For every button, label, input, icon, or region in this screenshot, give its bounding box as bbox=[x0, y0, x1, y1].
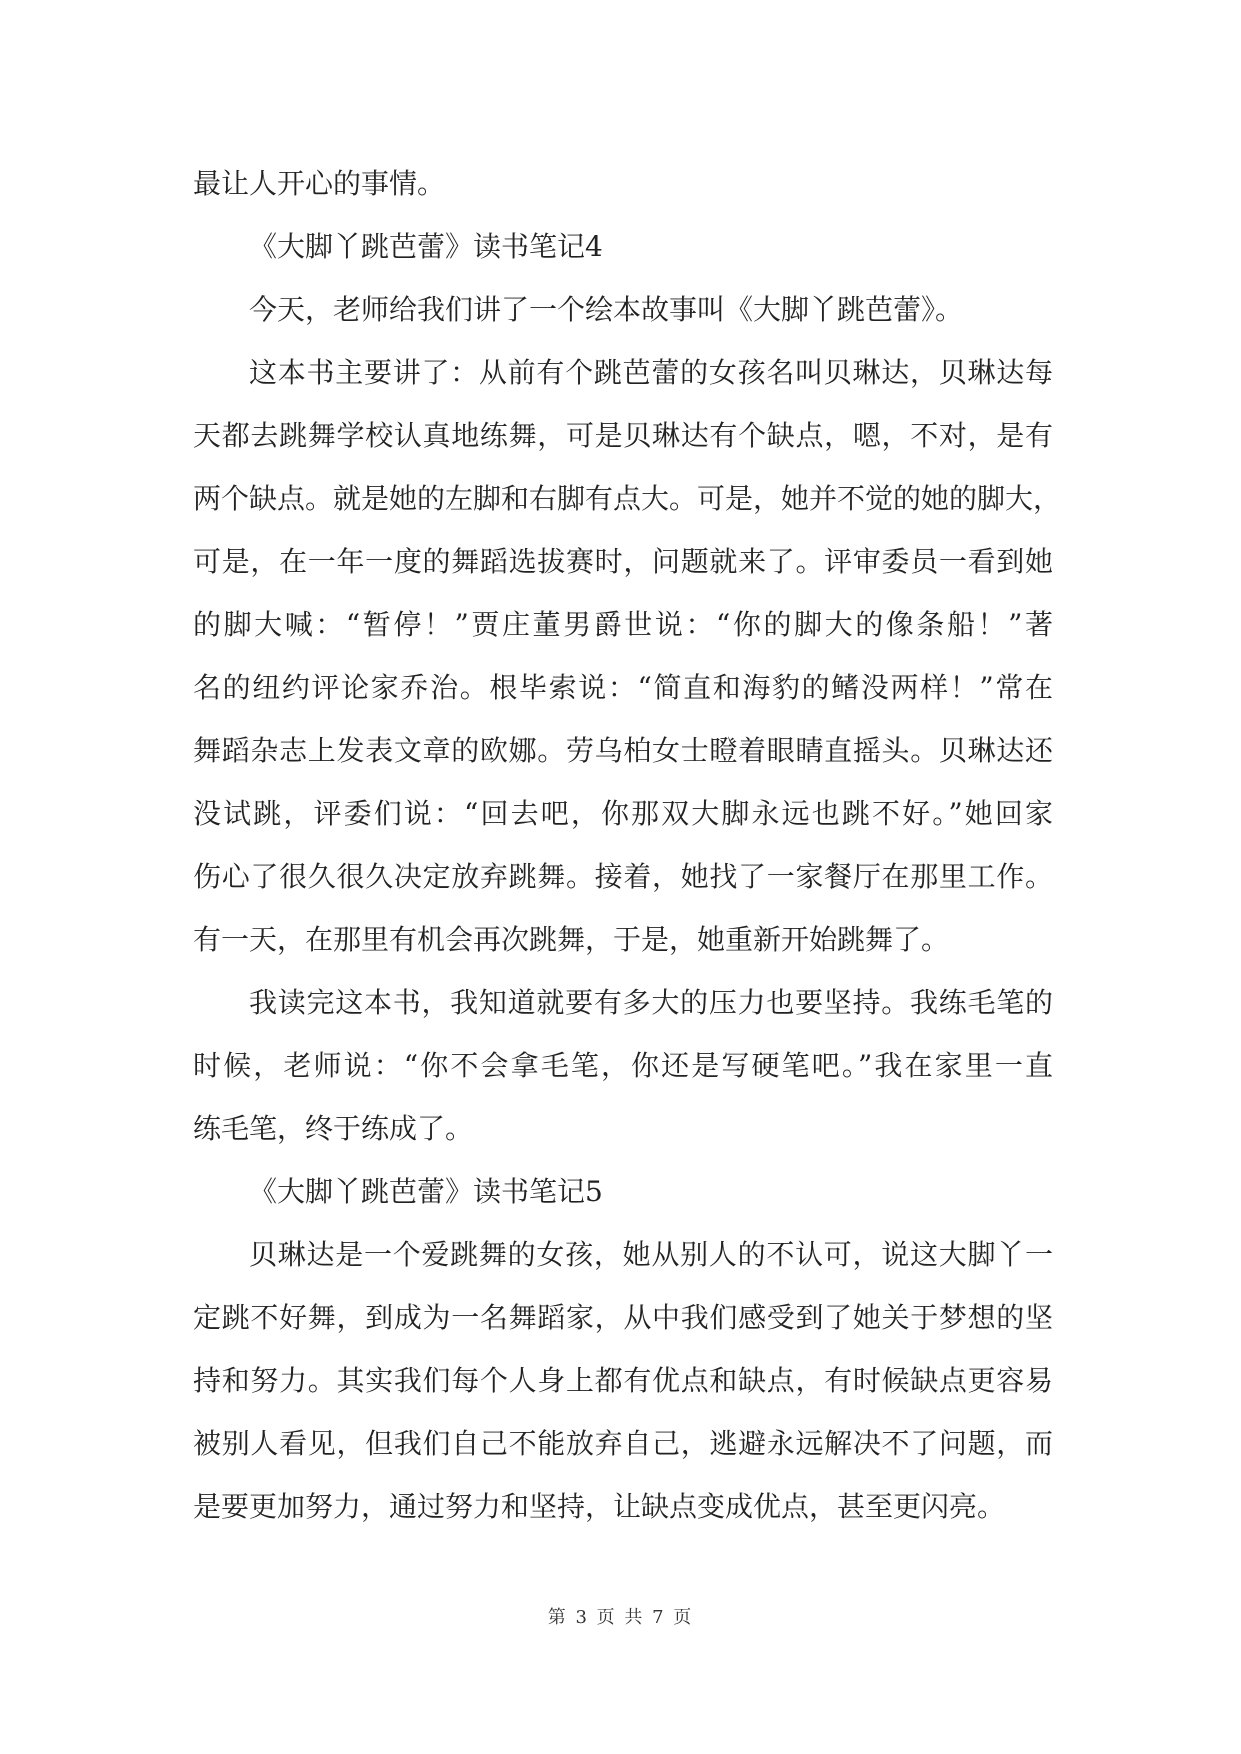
text-line: 是要更加努力，通过努力和坚持，让缺点变成优点，甚至更闪亮。 bbox=[193, 1490, 1006, 1523]
text-line: 最让人开心的事情。 bbox=[193, 167, 446, 200]
text-line: 这本书主要讲了：从前有个跳芭蕾的女孩名叫贝琳达，贝琳达每 bbox=[249, 356, 1053, 389]
page-footer: 第 3 页 共 7 页 bbox=[547, 1607, 694, 1628]
paragraph bbox=[193, 278, 1053, 341]
text-line: 贝琳达是一个爱跳舞的女孩，她从别人的不认可，说这大脚丫一 bbox=[249, 1238, 1053, 1271]
paragraph bbox=[193, 341, 1062, 971]
text-line: 练毛笔，终于练成了。 bbox=[193, 1112, 474, 1145]
text-line: 伤心了很久很久决定放弃跳舞。接着，她找了一家餐厅在那里工作。 bbox=[193, 860, 1053, 893]
paragraph bbox=[193, 971, 1053, 1160]
text-line: 时候，老师说：“你不会拿毛笔，你还是写硬笔吧。”我在家里一直 bbox=[193, 1049, 1053, 1082]
text-line: 舞蹈杂志上发表文章的欧娜。劳乌柏女士瞪着眼睛直摇头。贝琳达还 bbox=[193, 734, 1053, 767]
text-line: 没试跳，评委们说：“回去吧，你那双大脚永远也跳不好。”她回家 bbox=[193, 797, 1053, 830]
text-line: 我读完这本书，我知道就要有多大的压力也要坚持。我练毛笔的 bbox=[249, 986, 1053, 1019]
paragraph bbox=[193, 152, 1053, 215]
text-line: 《大脚丫跳芭蕾》读书笔记5 bbox=[249, 1175, 603, 1208]
text-line: 的脚大喊：“暂停！”贾庄董男爵世说：“你的脚大的像条船！”著 bbox=[193, 608, 1053, 641]
paragraph bbox=[193, 215, 1053, 278]
paragraph bbox=[193, 1223, 1053, 1538]
text-line: 定跳不好舞，到成为一名舞蹈家，从中我们感受到了她关于梦想的坚 bbox=[193, 1301, 1053, 1334]
text-line: 两个缺点。就是她的左脚和右脚有点大。可是，她并不觉的她的脚大， bbox=[193, 482, 1062, 515]
text-line: 今天，老师给我们讲了一个绘本故事叫《大脚丫跳芭蕾》。 bbox=[249, 293, 964, 326]
text-line: 可是，在一年一度的舞蹈选拔赛时，问题就来了。评审委员一看到她 bbox=[193, 545, 1053, 578]
document-body bbox=[193, 152, 1062, 1538]
paragraph bbox=[193, 1160, 1053, 1223]
text-line: 有一天，在那里有机会再次跳舞，于是，她重新开始跳舞了。 bbox=[193, 923, 950, 956]
text-line: 《大脚丫跳芭蕾》读书笔记4 bbox=[249, 230, 603, 263]
text-line: 被别人看见，但我们自己不能放弃自己，逃避永远解决不了问题，而 bbox=[193, 1427, 1053, 1460]
text-line: 持和努力。其实我们每个人身上都有优点和缺点，有时候缺点更容易 bbox=[193, 1364, 1053, 1397]
text-line: 名的纽约评论家乔治。根毕索说：“简直和海豹的鳍没两样！”常在 bbox=[193, 671, 1053, 704]
text-line: 天都去跳舞学校认真地练舞，可是贝琳达有个缺点，嗯，不对，是有 bbox=[193, 419, 1053, 452]
